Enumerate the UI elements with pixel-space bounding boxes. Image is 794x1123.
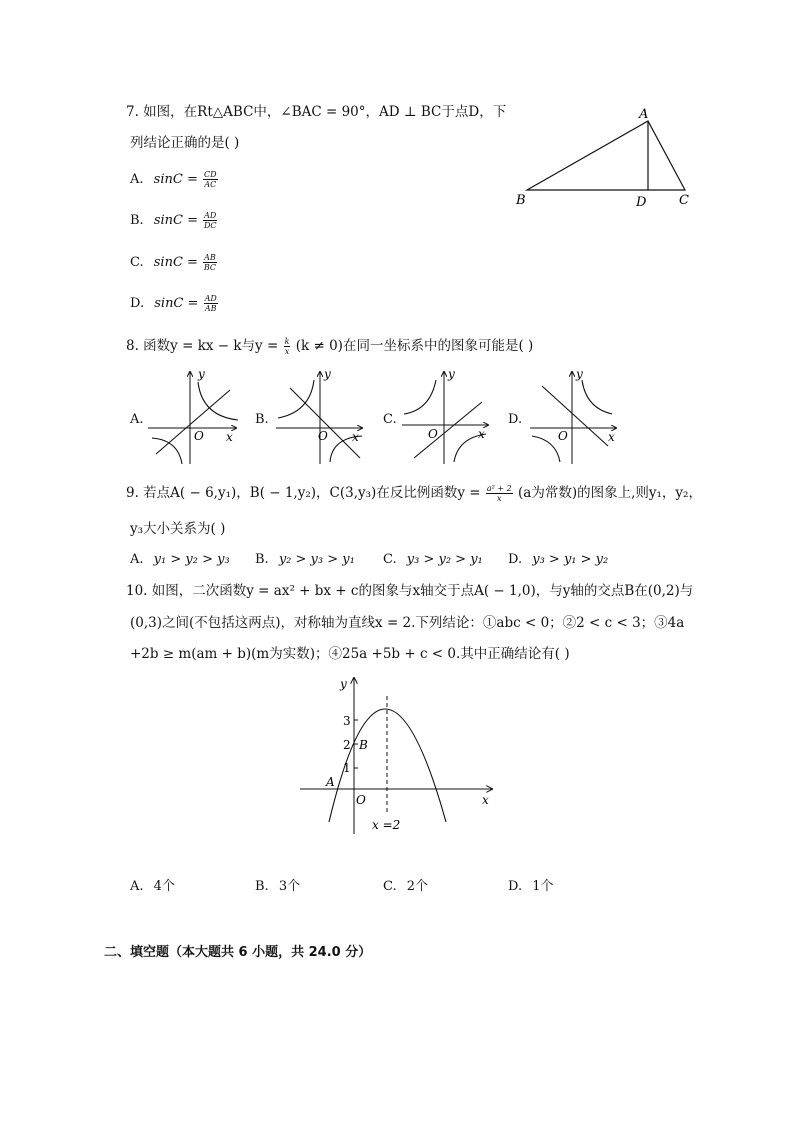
q8-suffix: (k ≠ 0)在同一坐标系中的图象可能是( ) [295, 338, 534, 354]
q8-option-d-label[interactable]: D. [508, 412, 523, 427]
point-a-label: A [326, 775, 335, 789]
frac-num: a² + 2 [486, 484, 512, 493]
q10-stem-line3: +2b ≥ m(am + b)(m为实数)；④25a +5b + c < 0.其中正确结论有( ) [130, 646, 570, 662]
hyperbola-branch-2 [532, 436, 560, 462]
label-a: A [639, 107, 649, 122]
axis-y-label: y [576, 368, 583, 381]
option-lhs: sinC = [153, 255, 198, 270]
q9-fraction [486, 484, 513, 503]
q8-graph-c[interactable] [400, 368, 492, 466]
frac-num: AB [204, 253, 216, 262]
option-text: 3个 [278, 879, 301, 894]
option-lhs: sinC = [154, 296, 199, 311]
line-graph [542, 386, 608, 446]
label-d: D [636, 195, 647, 210]
option-label: D. [508, 552, 523, 567]
q8-fraction [284, 337, 291, 356]
q8-option-b-label[interactable]: B. [255, 412, 269, 427]
section-2-title: 二、填空题（本大题共 6 小题，共 24.0 分） [104, 945, 372, 960]
label-b: B [516, 193, 526, 208]
hyperbola-branch-1 [404, 380, 436, 414]
option-label: D. [130, 296, 145, 311]
q10-parabola-graph [296, 672, 502, 842]
option-fraction [203, 170, 218, 189]
axis-x-label: x [482, 793, 489, 807]
origin-label: O [318, 429, 328, 443]
q7-option-c[interactable] [130, 253, 218, 272]
option-fraction [203, 211, 217, 230]
line-graph [156, 390, 230, 454]
hyperbola-branch-1 [278, 380, 314, 418]
axis-y-label: y [198, 368, 205, 381]
q10-option-b[interactable] [255, 878, 300, 896]
axis-y-label: y [324, 368, 331, 381]
option-fraction [204, 294, 218, 313]
option-text: 2个 [406, 879, 429, 894]
frac-den: BC [203, 263, 216, 272]
frac-num: AD [204, 211, 217, 220]
option-text: y₃ > y₁ > y₂ [532, 552, 609, 567]
q7-option-d[interactable] [130, 294, 219, 313]
option-label: A. [130, 552, 144, 567]
line-graph [290, 388, 360, 458]
q9-option-a[interactable] [130, 551, 230, 569]
q7-stem-line1: 7. 如图，在Rt△ABC中，∠BAC = 90°，AD ⊥ BC于点D，下 [126, 104, 507, 120]
option-label: A. [130, 172, 144, 187]
q8-graph-d[interactable] [528, 368, 620, 466]
q7-triangle-figure [505, 100, 705, 215]
axis-x-label: x [608, 430, 615, 444]
q10-option-d[interactable] [508, 878, 554, 896]
option-text: y₂ > y₃ > y₁ [278, 552, 355, 567]
hyperbola-branch-1 [582, 380, 612, 414]
option-label: B. [130, 213, 144, 228]
frac-den: AC [204, 180, 217, 189]
option-label: C. [383, 552, 397, 567]
tick-label-3: 3 [343, 714, 351, 728]
axis-x-label: x [226, 430, 233, 444]
q9-stem-line1 [126, 484, 702, 503]
q10-option-c[interactable] [383, 878, 428, 896]
option-fraction [203, 253, 217, 272]
origin-label: O [558, 429, 568, 443]
q9-suffix: (a为常数)的图象上,则y₁，y₂， [518, 485, 702, 501]
frac-den: x [284, 347, 290, 356]
axis-y-label: y [340, 677, 347, 691]
q10-stem-line1: 10. 如图，二次函数y = ax² + bx + c的图象与x轴交于点A( − 1,0)，与y轴的交点B在(0,2)与 [126, 583, 694, 599]
axis-x-label: x [352, 430, 359, 444]
q10-stem-line2: (0,3)之间(不包括这两点)，对称轴为直线x = 2.下列结论：①abc < 0；②2 < c < 3；③4a [130, 615, 685, 631]
q8-stem [126, 337, 533, 356]
point-b-label: B [359, 738, 368, 752]
q9-option-b[interactable] [255, 551, 355, 569]
frac-num: AD [204, 294, 217, 303]
origin-label: O [194, 429, 204, 443]
frac-den: DC [203, 221, 217, 230]
origin-label: O [356, 793, 366, 807]
q10-option-a[interactable] [130, 878, 175, 896]
option-label: C. [383, 879, 397, 894]
frac-den: AB [204, 304, 217, 313]
option-label: B. [255, 552, 269, 567]
option-label: C. [130, 255, 144, 270]
q9-option-d[interactable] [508, 551, 608, 569]
tick-label-1: 1 [343, 761, 351, 775]
q8-prefix: 8. 函数y = kx − k与y = [126, 338, 279, 354]
q9-prefix: 9. 若点A( − 6,y₁)，B( − 1,y₂)，C(3,y₃)在反比例函数y = [126, 485, 481, 501]
q7-stem-line2: 列结论正确的是( ) [130, 135, 240, 151]
option-text: 1个 [532, 879, 554, 894]
option-label: B. [255, 879, 269, 894]
q9-stem-line2: y₃大小关系为( ) [130, 521, 226, 537]
option-lhs: sinC = [153, 213, 199, 228]
triangle-abc [527, 121, 685, 190]
option-text: y₃ > y₂ > y₁ [406, 552, 483, 567]
origin-label: O [428, 427, 438, 441]
option-text: 4个 [153, 879, 175, 894]
option-label: A. [130, 879, 144, 894]
q8-graph-a[interactable] [148, 368, 240, 466]
frac-den: x [497, 494, 502, 503]
q7-option-b[interactable] [130, 211, 218, 230]
q8-option-a-label[interactable]: A. [130, 412, 144, 427]
q8-option-c-label[interactable]: C. [383, 412, 397, 427]
q7-option-a[interactable] [130, 170, 219, 189]
frac-num: k [284, 337, 290, 346]
axis-y-label: y [448, 368, 455, 381]
q9-option-c[interactable] [383, 551, 483, 569]
label-c: C [679, 193, 689, 208]
frac-num: CD [204, 170, 217, 179]
axis-x-label: x [478, 427, 485, 441]
option-label: D. [508, 879, 523, 894]
option-text: y₁ > y₂ > y₃ [153, 552, 230, 567]
hyperbola-branch-2 [152, 438, 182, 464]
option-lhs: sinC = [153, 172, 198, 187]
q8-graph-b[interactable] [274, 368, 366, 466]
symmetry-axis-label: x =2 [372, 818, 401, 832]
tick-label-2: 2 [343, 738, 351, 752]
line-graph [414, 402, 482, 458]
